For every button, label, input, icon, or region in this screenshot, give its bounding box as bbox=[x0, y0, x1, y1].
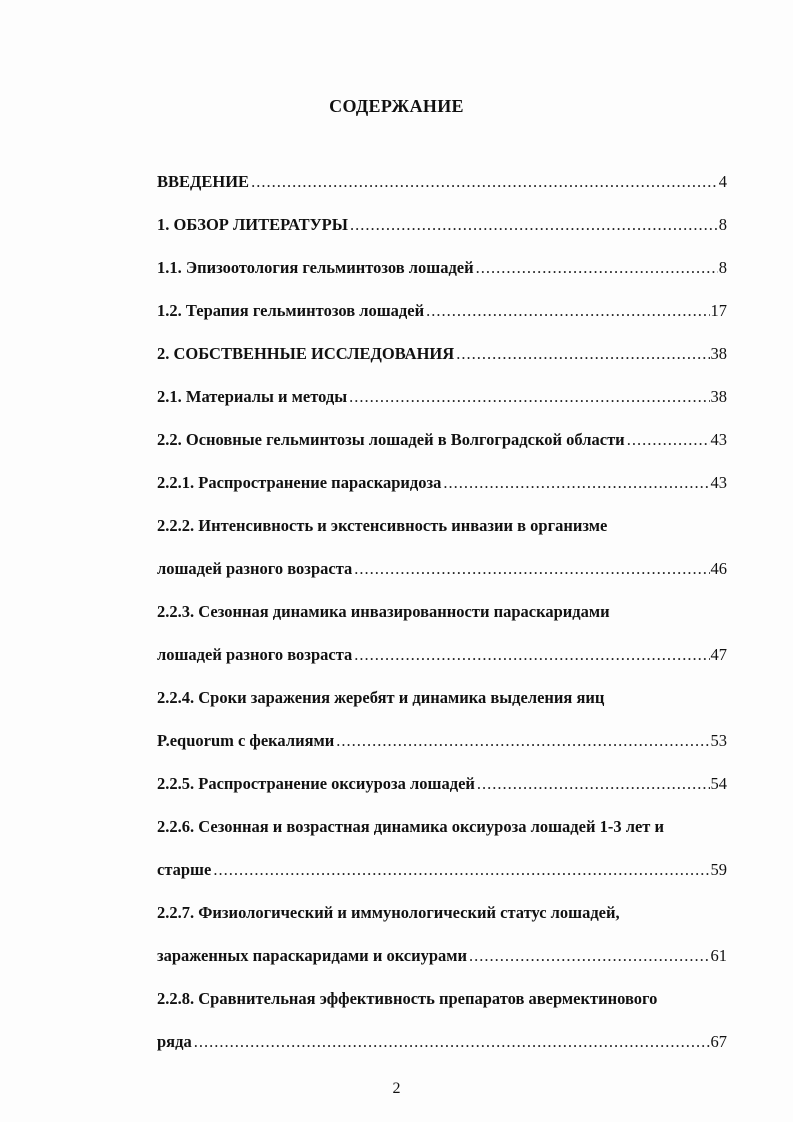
toc-entry-page: 54 bbox=[710, 774, 727, 793]
toc-entry bbox=[157, 344, 727, 370]
toc-entry-page: 59 bbox=[710, 860, 727, 879]
dot-leader bbox=[477, 774, 710, 794]
toc-entry-page: 53 bbox=[710, 731, 727, 750]
dot-leader bbox=[349, 387, 709, 407]
toc-entry bbox=[157, 774, 727, 800]
toc-entry-text: 2.1. Материалы и методы bbox=[157, 387, 348, 406]
toc-entry bbox=[157, 1032, 727, 1058]
toc-entry bbox=[157, 946, 727, 972]
toc-entry-text: 2.2.4. Сроки заражения жеребят и динамика выделения яиц bbox=[157, 688, 605, 707]
toc-entry bbox=[157, 430, 727, 456]
toc-entry-text: зараженных параскаридами и оксиурами bbox=[157, 946, 468, 965]
toc-entry bbox=[157, 731, 727, 757]
toc-entry-first-line bbox=[157, 989, 727, 1015]
toc-entry-page: 4 bbox=[718, 172, 727, 191]
toc-entry-text: ВВЕДЕНИЕ bbox=[157, 172, 250, 191]
toc-entry-text: 2.2.1. Распространение параскаридоза bbox=[157, 473, 442, 492]
toc-entry-page: 46 bbox=[710, 559, 727, 578]
toc-entry-page: 38 bbox=[710, 387, 727, 406]
dot-leader bbox=[469, 946, 709, 966]
dot-leader bbox=[443, 473, 709, 493]
page-number: 2 bbox=[392, 1080, 401, 1097]
toc-entry-text: 2.2.3. Сезонная динамика инвазированности параскаридами bbox=[157, 602, 610, 621]
toc-entry-text: P.equorum с фекалиями bbox=[157, 731, 335, 750]
toc-entry bbox=[157, 645, 727, 671]
toc-entry-page: 61 bbox=[710, 946, 727, 965]
toc-entry-text: 2.2.8. Сравнительная эффективность препаратов авермектинового bbox=[157, 989, 658, 1008]
toc-entry-text: лошадей разного возраста bbox=[157, 559, 353, 578]
toc-entry-first-line bbox=[157, 602, 727, 628]
toc-entry-text: 1.2. Терапия гельминтозов лошадей bbox=[157, 301, 425, 320]
dot-leader bbox=[213, 860, 709, 880]
toc-entry-first-line bbox=[157, 516, 727, 542]
toc-entry-text: 2.2.2. Интенсивность и экстенсивность инвазии в организме bbox=[157, 516, 608, 535]
toc-entry-first-line bbox=[157, 688, 727, 714]
toc-entry-first-line bbox=[157, 903, 727, 929]
toc-entry-text: 2.2.6. Сезонная и возрастная динамика оксиуроза лошадей 1-3 лет и bbox=[157, 817, 665, 836]
toc-entry-page: 8 bbox=[718, 215, 727, 234]
dot-leader bbox=[426, 301, 709, 321]
dot-leader bbox=[336, 731, 709, 751]
toc-entry bbox=[157, 301, 727, 327]
dot-leader bbox=[194, 1032, 710, 1052]
toc-entry-text: лошадей разного возраста bbox=[157, 645, 353, 664]
dot-leader bbox=[350, 215, 718, 235]
toc-entry-first-line bbox=[157, 817, 727, 843]
toc-entry-page: 43 bbox=[710, 473, 727, 492]
toc-entry-page: 38 bbox=[710, 344, 727, 363]
dot-leader bbox=[476, 258, 718, 278]
toc-entry bbox=[157, 172, 727, 198]
toc-entry-text: 2.2.7. Физиологический и иммунологический статус лошадей, bbox=[157, 903, 620, 922]
toc-entry-text: 2. СОБСТВЕННЫЕ ИССЛЕДОВАНИЯ bbox=[157, 344, 455, 363]
toc-entry-text: 2.2.5. Распространение оксиуроза лошадей bbox=[157, 774, 475, 793]
toc-entry-text: ряда bbox=[157, 1032, 192, 1051]
toc-entry-page: 17 bbox=[710, 301, 727, 320]
dot-leader bbox=[354, 559, 709, 579]
dot-leader bbox=[354, 645, 709, 665]
toc-entry bbox=[157, 215, 727, 241]
toc-entry-text: 1.1. Эпизоотология гельминтозов лошадей bbox=[157, 258, 474, 277]
toc-entry bbox=[157, 860, 727, 886]
toc-entry-text: 1. ОБЗОР ЛИТЕРАТУРЫ bbox=[157, 215, 348, 234]
toc-entry bbox=[157, 258, 727, 284]
dot-leader bbox=[627, 430, 710, 450]
toc-entry bbox=[157, 473, 727, 499]
toc-entry bbox=[157, 387, 727, 413]
toc-entry-text: старше bbox=[157, 860, 212, 879]
toc-entry-page: 47 bbox=[710, 645, 727, 664]
toc-entry-page: 43 bbox=[710, 430, 727, 449]
toc-entry-page: 8 bbox=[718, 258, 727, 277]
page-title: СОДЕРЖАНИЕ bbox=[329, 96, 464, 116]
dot-leader bbox=[251, 172, 718, 192]
toc-entry-text: 2.2. Основные гельминтозы лошадей в Волгоградской области bbox=[157, 430, 625, 449]
toc-entry-page: 67 bbox=[710, 1032, 727, 1051]
toc-entry bbox=[157, 559, 727, 585]
dot-leader bbox=[456, 344, 709, 364]
